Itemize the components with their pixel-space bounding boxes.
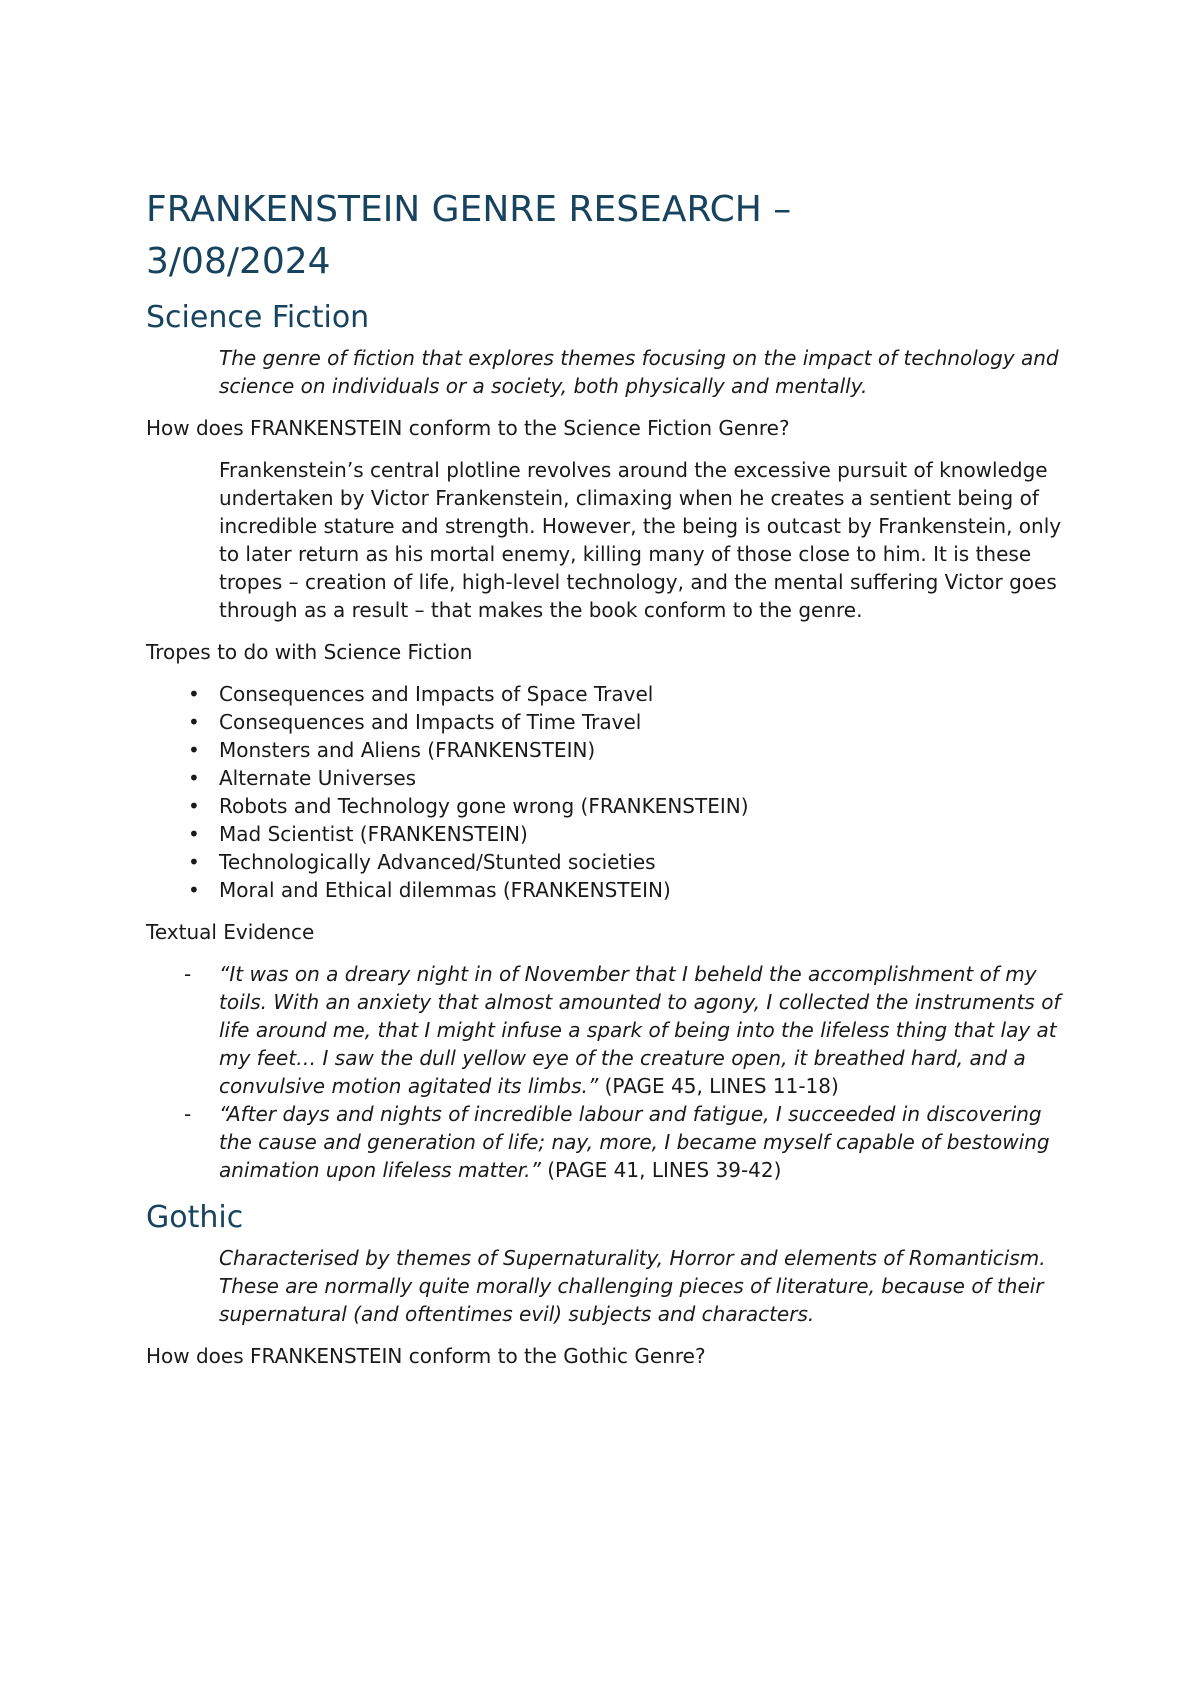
dash-icon: - — [184, 962, 192, 986]
science-fiction-definition: The genre of fiction that explores themes focusing on the impact of technology and science on individuals or a society, both physically and mentally. — [219, 346, 1059, 398]
list-item: • Mad Scientist (FRANKENSTEIN) — [188, 822, 528, 846]
bullet-icon: • — [188, 738, 200, 762]
bullet-icon: • — [188, 766, 200, 790]
science-fiction-question: How does FRANKENSTEIN conform to the Science Fiction Genre? — [146, 416, 790, 440]
evidence-quote: “It was on a dreary night in of November that I beheld the accomplishment of my toils. With an anxiety that almost amounted to agony, I collected the instruments of life around me, that I might infuse a spark of being into the lifeless thing that lay at my feet… I saw the dull yellow eye of the creature open, it breathed hard, and a convulsive motion agitated its limbs.” — [219, 962, 1061, 1098]
evidence-heading: Textual Evidence — [146, 920, 315, 944]
evidence-citation: (PAGE 45, LINES 11-18) — [598, 1074, 839, 1098]
document-title: FRANKENSTEIN GENRE RESEARCH – 3/08/2024 — [146, 189, 792, 282]
bullet-icon: • — [188, 822, 200, 846]
list-item: • Moral and Ethical dilemmas (FRANKENSTEIN) — [188, 878, 671, 902]
bullet-icon: • — [188, 682, 200, 706]
list-item: • Robots and Technology gone wrong (FRANKENSTEIN) — [188, 794, 749, 818]
gothic-question: How does FRANKENSTEIN conform to the Gothic Genre? — [146, 1344, 706, 1368]
bullet-icon: • — [188, 710, 200, 734]
evidence-list — [146, 960, 1076, 1184]
bullet-icon: • — [188, 850, 200, 874]
list-item: • Technologically Advanced/Stunted societies — [188, 850, 656, 874]
evidence-citation: (PAGE 41, LINES 39-42) — [540, 1158, 782, 1182]
gothic-definition: Characterised by themes of Supernaturality, Horror and elements of Romanticism. These are normally quite morally challenging pieces of literature, because of their supernatural (and oftentimes evil) subjects and characters. — [219, 1246, 1046, 1326]
bullet-icon: • — [188, 878, 200, 902]
document-page — [146, 184, 1076, 1370]
list-item: • Monsters and Aliens (FRANKENSTEIN) — [188, 738, 596, 762]
list-item: • Consequences and Impacts of Space Travel — [188, 682, 654, 706]
list-item: • Consequences and Impacts of Time Travel — [188, 710, 642, 734]
section-heading-science-fiction: Science Fiction — [146, 300, 370, 335]
evidence-item — [146, 960, 1074, 1100]
bullet-icon: • — [188, 794, 200, 818]
science-fiction-answer: Frankenstein’s central plotline revolves around the excessive pursuit of knowledge undertaken by Victor Frankenstein, climaxing when he creates a sentient being of incredible stature and strength. However, the being is outcast by Frankenstein, only to later return as his mortal enemy, killing many of those close to him. It is these tropes – creation of life, high-level technology, and the mental suffering Victor goes through as a result – that makes the book conform to the genre. — [219, 458, 1062, 622]
dash-icon: - — [184, 1102, 192, 1126]
list-item: • Alternate Universes — [188, 766, 417, 790]
evidence-item — [146, 1100, 1074, 1184]
tropes-list — [146, 680, 1076, 904]
section-heading-gothic: Gothic — [146, 1200, 244, 1235]
evidence-quote: “After days and nights of incredible labour and fatigue, I succeeded in discovering the cause and generation of life; nay, more, I became myself capable of bestowing animation upon lifeless matter.” — [219, 1102, 1050, 1182]
tropes-heading: Tropes to do with Science Fiction — [146, 640, 473, 664]
